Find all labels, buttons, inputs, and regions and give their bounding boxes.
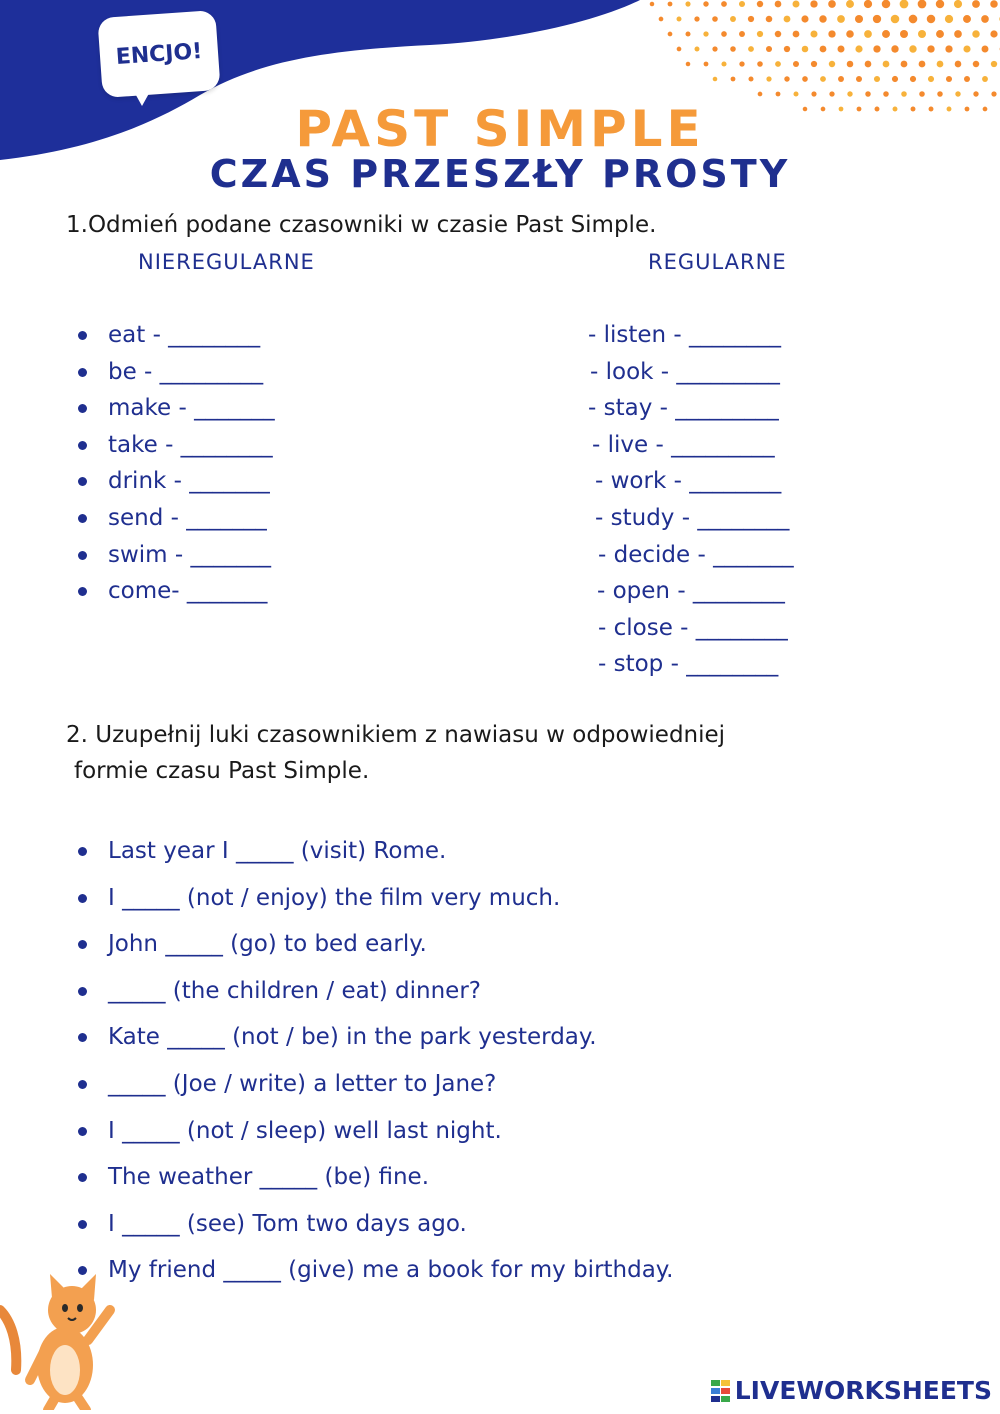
list-item[interactable]: eat - ________ (78, 320, 275, 357)
regular-heading: REGULARNE (648, 250, 787, 274)
list-item[interactable]: - close - ________ (598, 614, 788, 641)
list-item[interactable]: - live - _________ (592, 431, 775, 458)
list-item[interactable]: - decide - _______ (598, 541, 794, 568)
list-item[interactable]: make - _______ (78, 393, 275, 430)
list-item[interactable]: My friend _____ (give) me a book for my birthday. (78, 1255, 673, 1302)
list-item[interactable]: send - _______ (78, 503, 275, 540)
footer-brand (711, 1376, 992, 1405)
list-item[interactable]: I _____ (not / sleep) well last night. (78, 1116, 673, 1163)
list-item[interactable]: come- _______ (78, 576, 275, 613)
logo-text: ENCJO! (114, 38, 204, 70)
list-item[interactable]: be - _________ (78, 357, 275, 394)
regular-verb-list (588, 320, 794, 686)
page-subtitle: CZAS PRZESZŁY PROSTY (209, 152, 791, 196)
liveworksheets-logo-icon (711, 1380, 731, 1402)
list-item[interactable]: swim - _______ (78, 540, 275, 577)
page-title: PAST SIMPLE (295, 100, 705, 158)
task2-instruction-line2: formie czasu Past Simple. (74, 758, 370, 784)
list-item[interactable]: _____ (the children / eat) dinner? (78, 976, 673, 1023)
list-item[interactable]: Kate _____ (not / be) in the park yesterday. (78, 1022, 673, 1069)
logo (97, 10, 220, 98)
list-item[interactable]: - stay - _________ (588, 395, 779, 422)
list-item[interactable]: I _____ (see) Tom two days ago. (78, 1209, 673, 1256)
list-item[interactable]: - work - ________ (595, 468, 782, 495)
list-item[interactable]: take - ________ (78, 430, 275, 467)
footer-brand-text: LIVEWORKSHEETS (734, 1376, 992, 1405)
list-item[interactable]: drink - _______ (78, 466, 275, 503)
list-item[interactable]: - open - ________ (597, 578, 785, 605)
list-item[interactable]: - study - ________ (595, 504, 790, 531)
task1-instruction: 1.Odmień podane czasowniki w czasie Past Simple. (66, 212, 657, 238)
list-item[interactable]: John _____ (go) to bed early. (78, 929, 673, 976)
list-item[interactable]: - listen - ________ (588, 322, 782, 348)
cat-illustration (0, 1270, 130, 1410)
sentence-list (78, 836, 673, 1302)
list-item[interactable]: I _____ (not / enjoy) the film very much. (78, 883, 673, 930)
list-item[interactable]: - look - _________ (590, 358, 780, 385)
list-item[interactable]: - stop - ________ (598, 651, 779, 678)
irregular-verb-list (78, 320, 275, 613)
irregular-heading: NIEREGULARNE (138, 250, 315, 274)
list-item[interactable]: _____ (Joe / write) a letter to Jane? (78, 1069, 673, 1116)
task2-instruction-line1: 2. Uzupełnij luki czasownikiem z nawiasu w odpowiedniej (66, 722, 726, 748)
list-item[interactable]: Last year I _____ (visit) Rome. (78, 836, 673, 883)
list-item[interactable]: The weather _____ (be) fine. (78, 1162, 673, 1209)
